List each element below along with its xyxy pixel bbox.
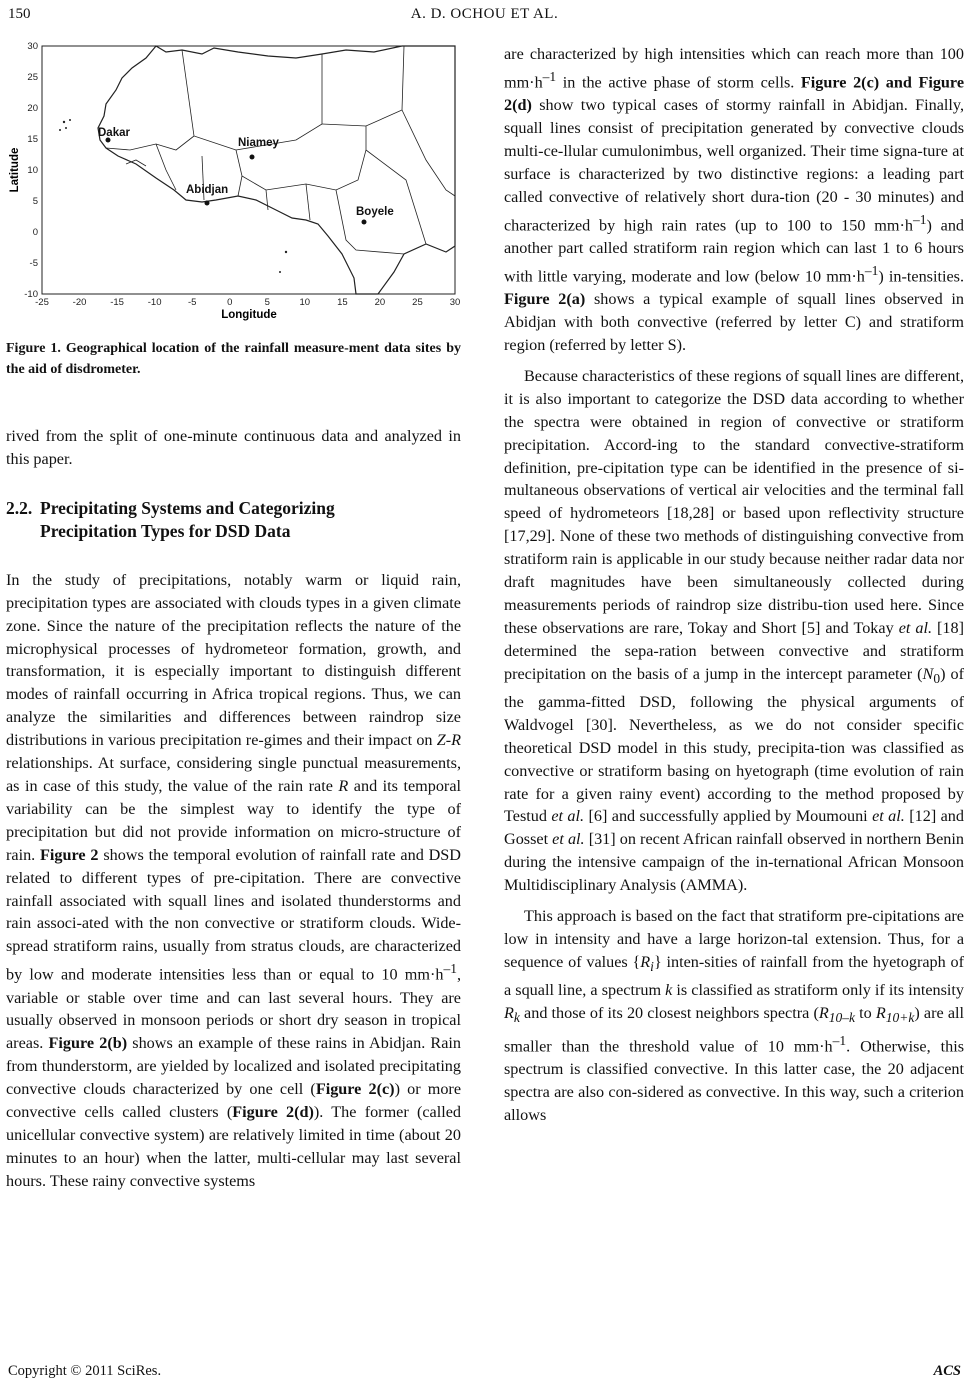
x-tick-label: -20 bbox=[72, 297, 87, 308]
section-heading-2-2 bbox=[6, 497, 461, 543]
section-number: 2.2. bbox=[6, 497, 33, 518]
paragraph-squall-lines: are characterized by high intensities which can reach more than 100 $mm\cdot h^{-1}$ in the active phase of storm cells. Figure 2(c) and Figure 2(d) show two typical cases of stormy rainfall in Abidjan. Finally, squall lines consist of precipitation generated by convective clouds multi-ce-llular cumulonimbus, well organized. Their time signa-ture at surface is characterized by two distinctive regions: a leading part called convective of relatively short dura-tion (20 - 30 minutes) and characterized by high rain rates (up to 100 to 150 $mm\cdot h^{-1}$) and another part called stratiform rain region which can last 1 to 6 hours with little varying, moderate and low (below 10 $mm\cdot h^{-1}$) in-tensities. Figure 2(a) shows a typical example of squall lines observed in Abidjan with both convective (referred by letter C) and stratiform region (referred by letter S). bbox=[504, 45, 965, 355]
x-axis-ticks bbox=[35, 297, 460, 308]
right-column bbox=[504, 43, 964, 1127]
figure-1-map bbox=[6, 40, 461, 328]
figure-2d-ref[interactable]: Figure 2(d) bbox=[232, 1103, 314, 1122]
section-title-line2: Precipitation Types for DSD Data bbox=[40, 520, 291, 541]
paragraph-approach: This approach is based on the fact that stratiform pre-cipitations are low in intensity and have a large horizon-tal extension. Thus, for a sequence of values $\{R_i\}$ inten-sities of rainfall from the hyetograph of a squall line, a spectrum k is classified as stratiform only if its intensity $R_k$ and those of its 20 closest neighbors spectra ($R_{10-k}$ to $R_{10+k}$) are all smaller than the threshold value of 10 $mm\cdot h^{-1}$. Otherwise, this spectrum is classified convective. In this latter case, the 20 adjacent spectra are also con-sidered as convective. In this way, such a criterion allows bbox=[504, 907, 964, 1125]
y-tick-label: 25 bbox=[27, 72, 38, 83]
paragraph-precipitation-types: In the study of precipitations, notably warm or liquid rain, precipitation types are associated with clouds types in a given climate zone. Since the nature of the precipitation reflects the nature of the microphysical processes of hydrometeor formation, growth, and transformation, it is especially important to distinguish different modes of rainfall occurring in Africa tropical regions. Thus, we can analyze the similarities and differences between raindrop size distributions in various precipitation re-gimes and their impact on Z-R relationships. At surface, considering single punctual measurements, as in case of this study, the value of the rain rate R and its temporal variability can be the simplest way to identify the type of precipitation but did not provide information on micro-structure of rain. Figure 2 shows the temporal evolution of rainfall rate and DSD related to different types of pre-cipitation. There are convective rainfall associated with squall lines and isolated thunderstorms and rain associ-ated with the non convective or stratiform clouds. Wide-spread stratiform rains, usually from stratus clouds, are characterized by low and moderate intensities less than or equal to 10 $mm\cdot h^{-1}$, variable or stable over time and can last several hours. They are usually observed in monsoon periods or short dry season in tropical areas. Figure 2(b) shows an example of these rains in Abidjan. Rain from thunderstorm, are yielded by localized and isolated precipitating convective clouds characterized by one cell (Figure 2(c)) or more convective cells called clusters (Figure 2(d)). The former (called unicellular convective system) are relatively limited in time (about 20 minutes to an hour) when the latter, multi-cellular may last several hours. These rainy convective systems bbox=[6, 570, 462, 1190]
page-number: 150 bbox=[8, 6, 31, 22]
y-axis-ticks bbox=[24, 41, 38, 300]
x-tick-label: 30 bbox=[449, 297, 461, 308]
marker-boyele bbox=[362, 220, 367, 225]
x-axis-label: Longitude bbox=[221, 309, 277, 321]
paragraph-categorize-dsd: Because characteristics of these regions of squall lines are different, it is also important to categorize the DSD data according to whether the spectra were obtained in region of convective or stratiform precipitation. Accord-ing to the standard convective-stratiform definition, pre-cipitation type can be identified in the presence of si-multaneous observations of vertical air velocities and the terminal fall speed of hydrometeors [18,28] or based upon reflectivity structure [17,29]. None of these two methods of distinguishing convective from stratiform rain is applicable in our study because neither radar data nor draft magnitudes have been simultaneously collected during measurements periods of raindrop size distribu-tion used here. Since these observations are rare, Tokay and Short [5] and Tokay et al. [18] determined the sepa-ration between convective and stratiform precipitation on the basis of a jump in the intercept parameter $(N_0)$ of the gamma-fitted DSD, following the physical arguments of Waldvogel [30]. Nevertheless, as we do not consider specific theoretical DSD model in this study, precipita-tion was classified as convective or stratiform basing on hyetograph (time evolution of rain rate for a given rainy event) according to the method proposed by Testud et al. [6] and successfully applied by Moumouni et al. [12] and Gosset et al. [31] on recent African rainfall observed in northern Benin during the intensive campaign of the in-ternational African Monsoon Multidisciplinary Analysis (AMMA). bbox=[504, 366, 964, 895]
x-tick-label: -5 bbox=[187, 297, 197, 308]
y-axis-label: Latitude bbox=[9, 147, 21, 193]
section-title-line1: Precipitating Systems and Categorizing bbox=[40, 497, 335, 518]
label-boyele: Boyele bbox=[356, 206, 394, 218]
marker-abidjan bbox=[205, 201, 210, 206]
x-tick-label: -10 bbox=[147, 297, 162, 308]
y-tick-label: 20 bbox=[27, 103, 38, 114]
journal-abbreviation: ACS bbox=[933, 1363, 961, 1379]
x-tick-label: 0 bbox=[227, 297, 233, 308]
x-tick-label: 5 bbox=[264, 297, 270, 308]
x-tick-label: 10 bbox=[299, 297, 311, 308]
running-head-authors: A. D. OCHOU ET AL. bbox=[410, 6, 559, 22]
x-tick-label: -25 bbox=[35, 297, 49, 308]
copyright-notice: Copyright © 2011 SciRes. bbox=[8, 1363, 162, 1379]
marker-niamey bbox=[250, 155, 255, 160]
y-tick-label: -5 bbox=[29, 258, 38, 269]
figure-2b-ref[interactable]: Figure 2(b) bbox=[48, 1034, 128, 1053]
x-tick-label: -15 bbox=[110, 297, 124, 308]
label-abidjan: Abidjan bbox=[186, 184, 229, 196]
left-column bbox=[6, 425, 461, 1193]
y-tick-label: 15 bbox=[27, 134, 38, 145]
y-tick-label: -10 bbox=[24, 289, 38, 300]
x-tick-label: 25 bbox=[412, 297, 423, 308]
x-tick-label: 15 bbox=[337, 297, 348, 308]
figure-2a-ref[interactable]: Figure 2(a) bbox=[504, 290, 586, 309]
figure-2-ref[interactable]: Figure 2 bbox=[40, 845, 99, 864]
y-tick-label: 5 bbox=[32, 196, 38, 207]
y-tick-label: 0 bbox=[32, 227, 38, 238]
page-header bbox=[0, 6, 969, 28]
y-tick-label: 30 bbox=[27, 41, 38, 52]
y-tick-label: 10 bbox=[27, 165, 38, 176]
figure-2c-2d-ref[interactable]: Figure 2(c) and Figure 2(d) bbox=[504, 73, 965, 115]
figure-1-caption: Figure 1. Geographical location of the rainfall measure-ment data sites by the aid of disdrometer. bbox=[6, 341, 461, 377]
continuation-paragraph: rived from the split of one-minute continuous data and analyzed in this paper. bbox=[6, 427, 461, 468]
page-footer bbox=[0, 1358, 969, 1380]
figure-2c-ref[interactable]: Figure 2(c) bbox=[315, 1080, 395, 1099]
label-niamey: Niamey bbox=[238, 137, 279, 149]
label-dakar: Dakar bbox=[98, 127, 130, 139]
x-tick-label: 20 bbox=[374, 297, 386, 308]
